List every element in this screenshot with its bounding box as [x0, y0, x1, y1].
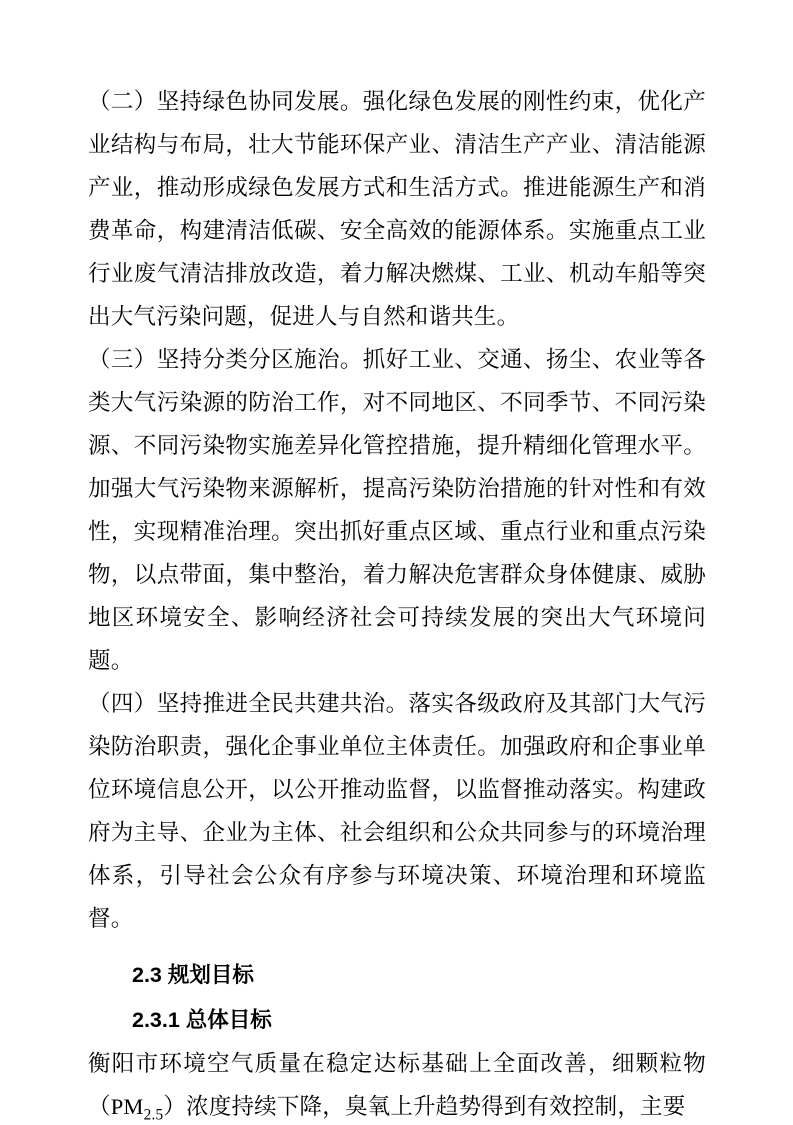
paragraph-overall-goal-lead: 衡阳市环境空气质量在稳定达标基础上全面改善，细颗粒物（PM — [88, 1051, 706, 1119]
pm25-subscript: 2.5 — [143, 1106, 164, 1124]
heading-overall-goals: 2.3.1 总体目标 — [132, 1008, 272, 1032]
spacer — [88, 940, 706, 946]
paragraph-public-governance: （四）坚持推进全民共建共治。落实各级政府及其部门大气污染防治职责，强化企事业单位主体责任。加强政府和企事业单位环境信息公开，以公开推动监督，以监督推动落实。构建政府为主导、企业为主体、社会组织和公众共同参与的环境治理体系，引导社会公众有序参与环境决策、环境治理和环境监督。 — [88, 691, 706, 931]
page-content — [88, 80, 706, 1125]
paragraph-classified-zoning: （三）坚持分类分区施治。抓好工业、交通、扬尘、农业等各类大气污染源的防治工作，对不同地区、不同季节、不同污染源、不同污染物实施差异化管控措施，提升精细化管理水平。加强大气污染物来源解析，提高污染防治措施的针对性和有效性，实现精准治理。突出抓好重点区域、重点行业和重点污染物，以点带面，集中整治，着力解决危害群众身体健康、威胁地区环境安全、影响经济社会可持续发展的突出大气环境问题。 — [88, 347, 706, 673]
paragraph-overall-goal-tail: ）浓度持续下降，臭氧上升趋势得到有效控制，主要 — [163, 1094, 686, 1119]
paragraph-green-development: （二）坚持绿色协同发展。强化绿色发展的刚性约束，优化产业结构与布局，壮大节能环保产业、清洁生产产业、清洁能源产业，推动形成绿色发展方式和生活方式。推进能源生产和消费革命，构建清洁低碳、安全高效的能源体系。实施重点工业行业废气清洁排放改造，着力解决燃煤、工业、机动车船等突出大气污染问题，促进人与自然和谐共生。 — [88, 89, 706, 329]
heading-planning-goals: 2.3 规划目标 — [132, 963, 254, 987]
paragraph-overall-goal — [88, 1042, 706, 1125]
